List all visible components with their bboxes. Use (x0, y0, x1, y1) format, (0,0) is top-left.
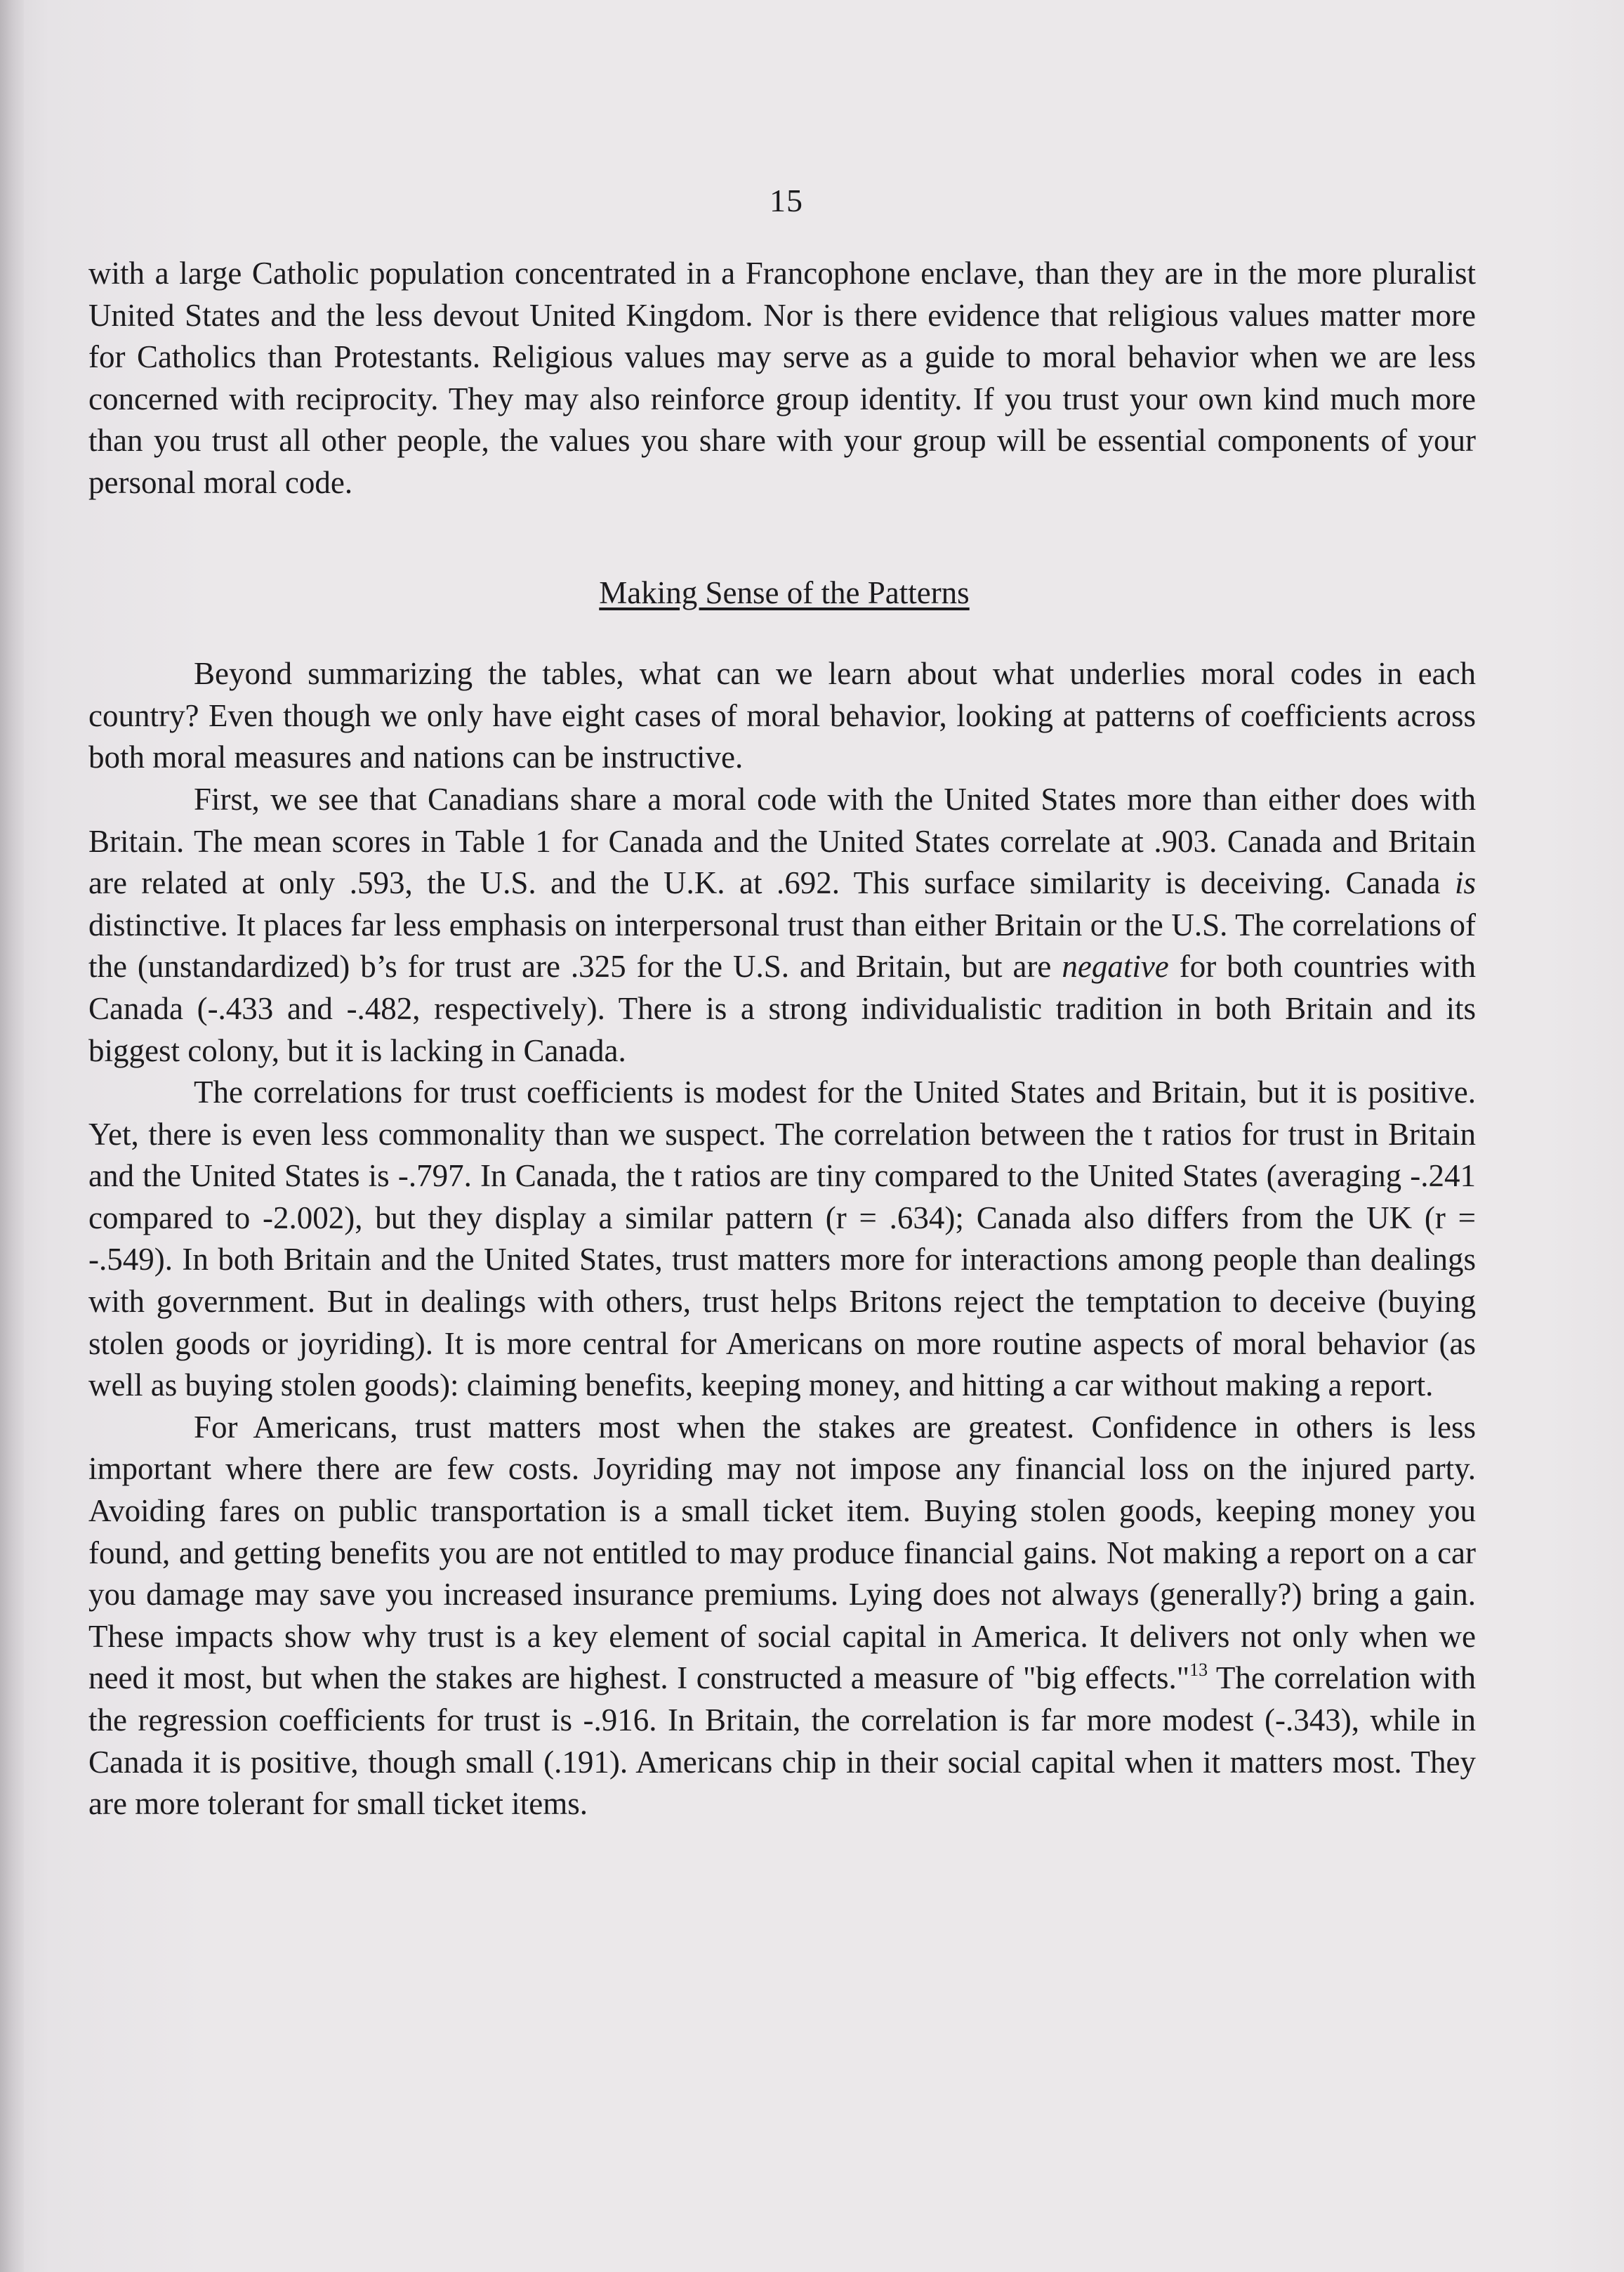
emphasis-text: negative (1062, 949, 1169, 985)
paragraph-stakes-greatest (88, 1407, 1476, 1825)
paragraph-text: distinctive. It places far less emphasis on interpersonal trust than either Britain or the U.S. The correlations of the (unstandardized) b’s for trust are .325 for the U.S. and Britain, but are (88, 907, 1476, 985)
section-heading: Making Sense of the Patterns (599, 574, 970, 610)
paragraph-text: The correlations for trust coefficients is modest for the United States and Britain, but it is positive. Yet, there is even less commonality than we suspect. The correlation between the t ratios for trust in Britain and the United States is -.797. In Canada, the t ratios are tiny compared to the United States (averaging -.241 compared to -2.002), but they display a similar pattern (r = .634); Canada also differs from the UK (r = -.549). In both Britain and the United States, trust matters more for interactions among people than dealings with government. But in dealings with others, trust helps Britons reject the temptation to deceive (buying stolen goods or joyriding). It is more central for Americans on more routine aspects of moral behavior (as well as buying stolen goods): claiming benefits, keeping money, and hitting a car without making a report. (88, 1075, 1476, 1403)
footnote-marker: 13 (1189, 1660, 1208, 1681)
paragraph-text: For Americans, trust matters most when the stakes are greatest. Confidence in others is less important where there are few costs. Joyriding may not impose any financial loss on the injured party. Avoiding fares on public transportation is a small ticket item. Buying stolen goods, keeping money you found, and getting benefits you are not entitled to may produce financial gains. Not making a report on a car you damage may save you increased insurance premiums. Lying does not always (generally?) bring a gain. These impacts show why trust is a key element of social capital in America. It delivers not only when we need it most, but when the stakes are highest. I constructed a measure of "big effects." (88, 1409, 1476, 1696)
emphasis-text: is (1454, 865, 1476, 901)
page-number: 15 (770, 183, 803, 218)
paragraph-religious-values (88, 253, 1476, 504)
paragraph-shared-moral-code (88, 779, 1476, 1072)
page-gutter-shadow (0, 0, 24, 2272)
paragraph-text: The correlation with the regression coefficients for trust is -.916. In Britain, the correlation is far more modest (-.343), while in Canada it is positive, though small (.191). Americans chip in their social capital when it matters most. They are more tolerant for small ticket items. (88, 1660, 1476, 1822)
paragraph-text: First, we see that Canadians share a moral code with the United States more than either does with Britain. The mean scores in Table 1 for Canada and the United States correlate at .903. Canada and Britain are related at only .593, the U.S. and the U.K. at .692. This surface similarity is deceiving. Canada (88, 781, 1476, 901)
paragraph-trust-correlations (88, 1072, 1476, 1407)
body-text (88, 253, 1476, 1825)
paragraph-text: Beyond summarizing the tables, what can we learn about what underlies moral codes in each country? Even though we only have eight cases of moral behavior, looking at patterns of coefficients across both moral measures and nations can be instructive. (88, 656, 1476, 775)
paragraph-text: for both countries with Canada (-.433 and -.482, respectively). There is a strong individualistic tradition in both Britain and its biggest colony, but it is lacking in Canada. (88, 949, 1476, 1068)
paragraph-beyond-summarizing (88, 653, 1476, 779)
paragraph-text: with a large Catholic population concentrated in a Francophone enclave, than they are in the more pluralist United States and the less devout United Kingdom. Nor is there evidence that religious values matter more for Catholics than Protestants. Religious values may serve as a guide to moral behavior when we are less concerned with reciprocity. They may also reinforce group identity. If you trust your own kind much more than you trust all other people, the values you share with your group will be essential components of your personal moral code. (88, 256, 1476, 500)
